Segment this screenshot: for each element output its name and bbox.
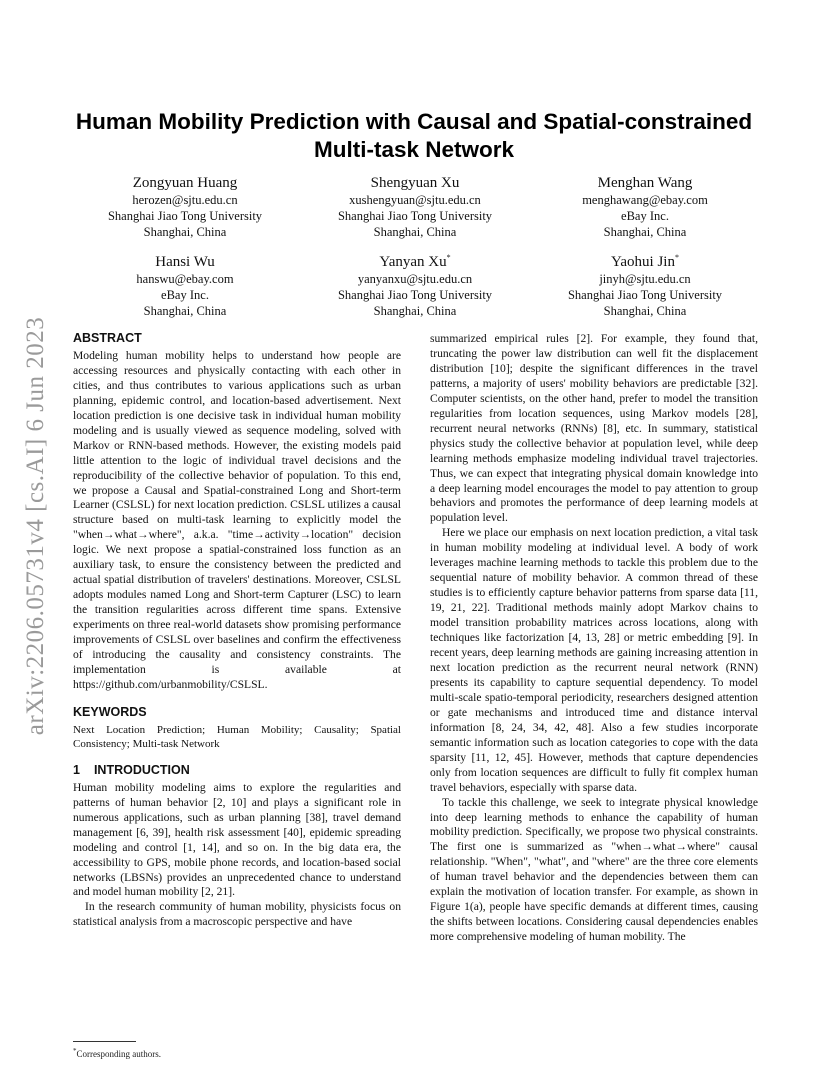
author-block bbox=[300, 174, 530, 240]
author-name: Yanyan Xu bbox=[379, 254, 447, 270]
footnote-text: Corresponding authors. bbox=[76, 1049, 161, 1059]
author-email: hanswu@ebay.com bbox=[136, 272, 234, 286]
paper-title: Human Mobility Prediction with Causal and Spatial-constrained Multi-task Network bbox=[75, 109, 753, 162]
author-affiliation: eBay Inc. bbox=[161, 288, 209, 302]
introduction-paragraph: In the research community of human mobility, physicists focus on statistical analysis from a macroscopic perspective and have bbox=[73, 900, 401, 929]
author-affiliation: Shanghai Jiao Tong University bbox=[337, 288, 493, 302]
author-name: Yaohui Jin bbox=[611, 254, 675, 270]
author-block bbox=[300, 253, 530, 319]
author-block bbox=[70, 174, 300, 240]
author-email: yanyanxu@sjtu.edu.cn bbox=[357, 272, 473, 286]
corresponding-mark: * bbox=[446, 253, 451, 262]
author-affiliation: Shanghai Jiao Tong University bbox=[107, 209, 263, 223]
author-name: Zongyuan Huang bbox=[132, 175, 238, 191]
introduction-heading bbox=[73, 763, 401, 778]
author-email: xushengyuan@sjtu.edu.cn bbox=[349, 193, 481, 207]
body-paragraph: Here we place our emphasis on next location prediction, a vital task in human mobility modeling at individual level. A body of work leverages machine learning methods to tackle this problem due to the sequential nature of mobility behavior. A common thread of these studies is to efficiently capture behavior patterns from sparse data [11, 19, 21, 22]. Traditional methods mainly adopt Markov chains to model transition probability matrices across locations, along with techniques like factorization [4, 13, 28] or metric embedding [9]. In recent years, deep learning methods are gaining increasing attention in next location prediction as the recurrent neural network (RNN) presents its capability to capture sequential dependency. To model multi-scale spatio-temporal periodicity, researchers designed attention or gate mechanisms and introduced time and distance interval information [8, 24, 34, 42, 48]. Also a few studies incorporate semantic information such as location categories to cope with the data sparsity [11, 12, 45]. However, methods that capture dependencies only from location sequences are difficult to fully fit complex human travel behaviors, especially with sparse data. bbox=[430, 526, 758, 794]
author-location: Shanghai, China bbox=[603, 225, 687, 239]
author-location: Shanghai, China bbox=[373, 225, 457, 239]
footnote bbox=[73, 1047, 161, 1059]
author-email: jinyh@sjtu.edu.cn bbox=[599, 272, 691, 286]
author-location: Shanghai, China bbox=[143, 304, 227, 318]
abstract-text: Modeling human mobility helps to understand how people are accessing resources and physically contacting with each other in cities, and thus contributes to various applications such as urban planning, epidemic control, and location-based advertisement. Next location prediction is one decisive task in individual human mobility modeling and is usually viewed as sequence modeling, solved with Markov or RNN-based methods. However, the existing models paid little attention to the logic of individual travel decisions and the reproducibility of the collective behavior of population. To this end, we propose a Causal and Spatial-constrained Long and Short-term Learner (CSLSL) for next location prediction. CSLSL utilizes a causal structure based on multi-task learning to explicitly model the "when→what→where", a.k.a. "time→activity→location" decision logic. We next propose a spatial-constrained loss function as an auxiliary task, to ensure the consistency between the predicted and actual spatial distribution of travelers' destinations. Moreover, CSLSL adopts modules named Long and Short-term Capturer (LSC) to learn the transition regularities across different time spans. Extensive experiments on three real-world datasets show promising performance improvements of CSLSL over baselines and confirm the effectiveness of introducing the causality and consistency constraints. The implementation is available at https://github.com/urbanmobility/CSLSL. bbox=[73, 348, 401, 691]
body-paragraph: summarized empirical rules [2]. For example, they found that, truncating the power law distribution can well fit the displacement distribution [10]; despite the significant differences in the travel patterns, a majority of users' mobility behaviors are predictable [32]. Computer scientists, on the other hand, prefer to model the transition regularities from location sequences, using Markov models [28], recurrent neural networks (RNNs) [8], etc. In summary, statistical physics study the collective behavior at population level, while deep learning methods emphasize modeling individual travel trajectories. Thus, we can expect that integrating physical domain knowledge into a deep learning model encourages the model to pay attention to group behaviors and promotes the performance of deep learning models at population level. bbox=[430, 332, 758, 525]
author-block bbox=[530, 174, 760, 240]
author-location: Shanghai, China bbox=[603, 304, 687, 318]
arxiv-stamp bbox=[16, 300, 56, 752]
author-email: herozen@sjtu.edu.cn bbox=[132, 193, 238, 207]
footnote-mark: * bbox=[73, 1047, 77, 1055]
authors-row-2 bbox=[70, 253, 760, 319]
author-affiliation: eBay Inc. bbox=[621, 209, 669, 223]
author-block bbox=[70, 253, 300, 319]
author-location: Shanghai, China bbox=[373, 304, 457, 318]
arxiv-stamp-text: arXiv:2206.05731v4 [cs.AI] 6 Jun 2023 bbox=[22, 316, 50, 736]
abstract-heading: ABSTRACT bbox=[73, 331, 142, 345]
introduction-paragraph: Human mobility modeling aims to explore the regularities and patterns of human behavior [2, 10] and plays a significant role in numerous applications, such as urban planning [38], travel demand management [6, 39], health risk assessment [40], epidemic spreading modeling and control [1, 14], and so on. In the big data era, the accessibility to GPS, mobile phone records, and location-based social networks (LBSNs) provides an unprecedented chance to understand and model human mobility [2, 21]. bbox=[73, 780, 401, 899]
author-affiliation: Shanghai Jiao Tong University bbox=[567, 288, 723, 302]
author-affiliation: Shanghai Jiao Tong University bbox=[337, 209, 493, 223]
corresponding-mark: * bbox=[674, 253, 679, 262]
authors-row-1 bbox=[70, 174, 760, 240]
left-column bbox=[73, 331, 401, 930]
author-name: Menghan Wang bbox=[597, 175, 693, 191]
author-location: Shanghai, China bbox=[143, 225, 227, 239]
author-block bbox=[530, 253, 760, 319]
section-title: INTRODUCTION bbox=[93, 762, 190, 777]
keywords-heading: KEYWORDS bbox=[73, 704, 147, 719]
section-number: 1 bbox=[73, 762, 80, 777]
author-name: Hansi Wu bbox=[155, 254, 215, 270]
author-name: Shengyuan Xu bbox=[370, 175, 460, 191]
right-column bbox=[430, 332, 758, 945]
author-email: menghawang@ebay.com bbox=[582, 193, 708, 207]
keywords-text: Next Location Prediction; Human Mobility; Causality; Spatial Consistency; Multi-task Network bbox=[73, 723, 401, 750]
footnote-rule bbox=[73, 1041, 136, 1042]
body-paragraph: To tackle this challenge, we seek to integrate physical knowledge into deep learning methods to enhance the capability of human mobility prediction. Specifically, we propose two physical constraints. The first one is summarized as "when→what→where" causal relationship. "When", "what", and "where" are the three core elements of human travel behavior and the dependencies between them can explain the motivation of location transfer. For example, as shown in Figure 1(a), people have specific demands at different times, causing the shifts between locations. Considering causal dependencies enables more comprehensive modeling of human mobility. The bbox=[430, 795, 758, 944]
